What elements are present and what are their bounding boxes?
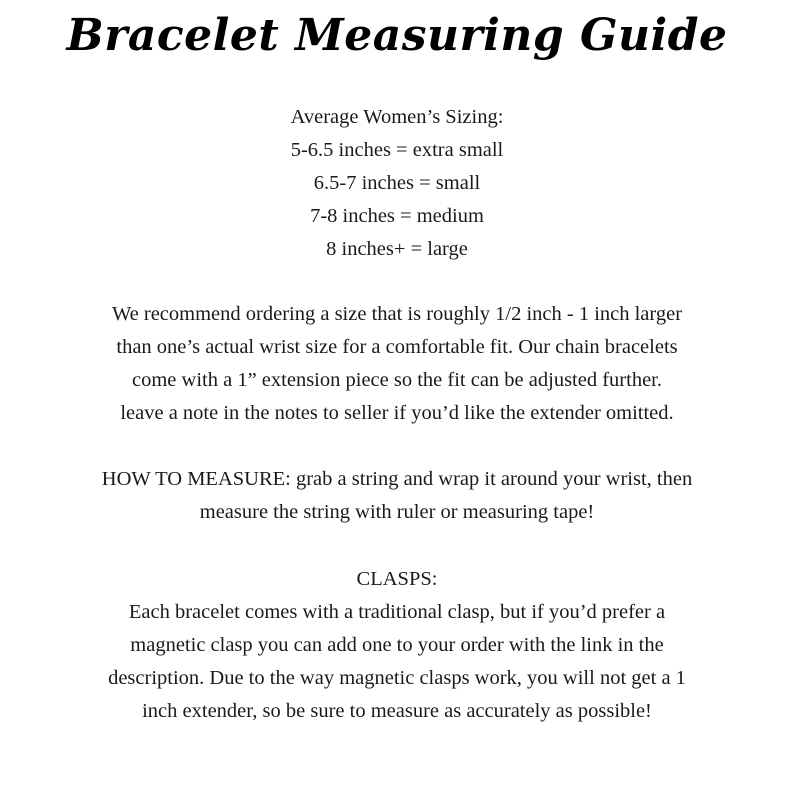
clasps-line: magnetic clasp you can add one to your order with the link in the xyxy=(130,634,664,656)
size-row-extra-small: 5-6.5 inches = extra small xyxy=(290,139,504,161)
clasps-line: description. Due to the way magnetic clasps work, you will not get a 1 xyxy=(108,667,686,689)
clasps-heading: CLASPS: xyxy=(356,568,438,590)
how-to-measure-paragraph xyxy=(0,463,794,529)
recommendation-line: than one’s actual wrist size for a comfortable fit. Our chain bracelets xyxy=(116,336,678,358)
size-row-medium: 7-8 inches = medium xyxy=(310,205,484,227)
recommendation-line: leave a note in the notes to seller if you’d like the extender omitted. xyxy=(120,402,674,424)
sizing-section xyxy=(0,101,794,266)
page-title: Bracelet Measuring Guide xyxy=(66,10,728,61)
recommendation-line: come with a 1” extension piece so the fit can be adjusted further. xyxy=(132,369,662,391)
recommendation-line: We recommend ordering a size that is roughly 1/2 inch - 1 inch larger xyxy=(111,303,683,325)
clasps-line: Each bracelet comes with a traditional clasp, but if you’d prefer a xyxy=(128,601,666,623)
how-to-measure-line: measure the string with ruler or measuring tape! xyxy=(199,501,595,523)
how-to-measure-line: HOW TO MEASURE: grab a string and wrap it around your wrist, then xyxy=(101,468,693,490)
clasps-line: inch extender, so be sure to measure as accurately as possible! xyxy=(142,700,652,722)
size-row-small: 6.5-7 inches = small xyxy=(313,172,481,194)
size-row-large: 8 inches+ = large xyxy=(326,238,468,260)
recommendation-paragraph xyxy=(0,298,794,430)
sizing-heading: Average Women’s Sizing: xyxy=(290,106,504,128)
clasps-section xyxy=(0,563,794,728)
